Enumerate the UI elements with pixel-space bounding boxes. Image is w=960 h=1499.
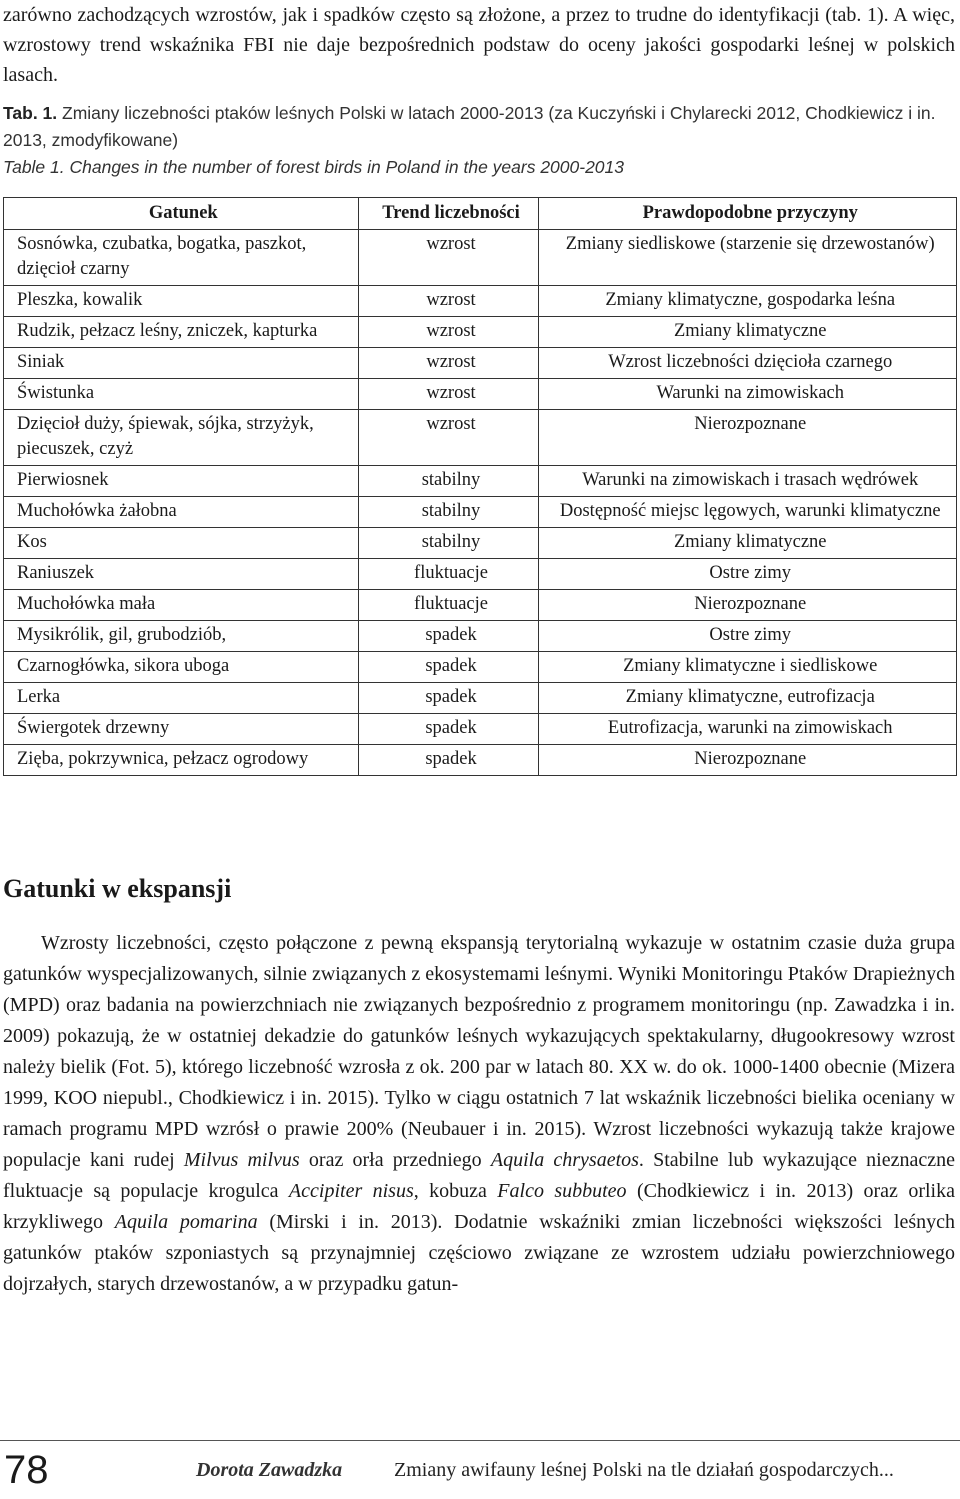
species-cell: Kos [4, 528, 359, 559]
trend-cell: spadek [358, 621, 539, 652]
cause-cell: Nierozpoznane [539, 745, 957, 776]
table-caption-text: Zmiany liczebności ptaków leśnych Polski w latach 2000-2013 (za Kuczyński i Chylarecki 2012, Chodkiewicz i in. 2013, zmodyfikowane) [3, 103, 936, 150]
page-number: 78 [4, 1448, 49, 1492]
table-row [4, 652, 957, 683]
cause-cell: Eutrofizacja, warunki na zimowiskach [539, 714, 957, 745]
table-row [4, 410, 957, 466]
trend-cell: fluktuacje [358, 590, 539, 621]
table-row [4, 714, 957, 745]
cause-cell: Zmiany klimatyczne i siedliskowe [539, 652, 957, 683]
table-row [4, 590, 957, 621]
species-name: Aquila pomarina [114, 1211, 258, 1233]
species-cell: Rudzik, pełzacz leśny, zniczek, kapturka [4, 317, 359, 348]
cause-cell: Zmiany klimatyczne [539, 528, 957, 559]
species-name: Aquila chrysaetos [490, 1149, 639, 1171]
species-cell: Świergotek drzewny [4, 714, 359, 745]
species-name: Accipiter nisus [288, 1180, 414, 1202]
species-name: Milvus milvus [183, 1149, 300, 1171]
cause-cell: Dostępność miejsc lęgowych, warunki klimatyczne [539, 497, 957, 528]
table-caption-label: Tab. 1. [3, 103, 58, 123]
cause-cell: Zmiany klimatyczne, eutrofizacja [539, 683, 957, 714]
table-row [4, 683, 957, 714]
body-paragraph [3, 928, 955, 1300]
trend-cell: wzrost [358, 317, 539, 348]
table-row [4, 466, 957, 497]
species-cell: Mysikrólik, gil, grubodziób, [4, 621, 359, 652]
cause-cell: Zmiany klimatyczne [539, 317, 957, 348]
species-cell: Siniak [4, 348, 359, 379]
table-row [4, 230, 957, 286]
table-caption-english: Table 1. Changes in the number of forest birds in Poland in the years 2000-2013 [3, 157, 625, 177]
table-row [4, 497, 957, 528]
body-text-segment: (Mirski i in. 2013). Dodatnie wskaźniki zmian liczebności większości leśnych gatunków ptaków szponiastych są przynajmniej częściowo związane ze wzrostem udziału powierzchniowego dojrzałych, starych drzewostanów, a w przypadku gatun- [3, 1211, 955, 1295]
trend-cell: spadek [358, 745, 539, 776]
species-cell: Muchołówka mała [4, 590, 359, 621]
footer-author: Dorota Zawadzka [196, 1459, 343, 1481]
cause-cell: Zmiany klimatyczne, gospodarka leśna [539, 286, 957, 317]
trend-cell: stabilny [358, 528, 539, 559]
header-trend: Trend liczebności [358, 198, 539, 230]
bird-trends-table [3, 197, 957, 776]
header-causes: Prawdopodobne przyczyny [539, 198, 957, 230]
body-text-segment: Wzrosty liczebności, często połączone z pewną ekspansją terytorialną wykazuje w ostatnim czasie duża grupa gatunków wyspecjalizowanych, silnie związanych z ekosystemami leśnymi. Wyniki Monitoringu Ptaków Drapieżnych (MPD) oraz badania na powierzchniach nie związanych bezpośrednio z programem monitoringu (np. Zawadzka i in. 2009) pokazują, że w ostatniej dekadzie do gatunków leśnych wykazujących spektakularny, długookresowy wzrost należy bielik (Fot. 5), którego liczebność wzrosła z ok. 200 par w latach 80. XX w. do ok. 1000-1400 obecnie (Mizera 1999, KOO niepubl., Chodkiewicz i in. 2015). Tylko w ciągu ostatnich 7 lat wskaźnik liczebności bielika oceniany w ramach programu MPD wzrósł o prawie 200% (Neubauer i in. 2015). Wzrost liczebności wykazują także krajowe populacje kani rudej [3, 932, 955, 1171]
section-heading: Gatunki w ekspansji [3, 874, 232, 903]
trend-cell: wzrost [358, 230, 539, 286]
table-row [4, 379, 957, 410]
trend-cell: wzrost [358, 410, 539, 466]
body-text-segment: , kobuza [413, 1180, 498, 1202]
species-name: Falco subbuteo [497, 1180, 627, 1202]
trend-cell: fluktuacje [358, 559, 539, 590]
species-cell: Raniuszek [4, 559, 359, 590]
trend-cell: wzrost [358, 348, 539, 379]
footer-title: Zmiany awifauny leśnej Polski na tle działań gospodarczych... [394, 1459, 894, 1481]
table-row [4, 348, 957, 379]
trend-cell: spadek [358, 714, 539, 745]
cause-cell: Nierozpoznane [539, 410, 957, 466]
table-row [4, 286, 957, 317]
trend-cell: wzrost [358, 379, 539, 410]
cause-cell: Wzrost liczebności dzięcioła czarnego [539, 348, 957, 379]
cause-cell: Nierozpoznane [539, 590, 957, 621]
body-text-segment: . Stabilne lub wykazujące nieznaczne fluktuacje są populacje krogulca [3, 1149, 956, 1202]
species-cell: Pierwiosnek [4, 466, 359, 497]
trend-cell: wzrost [358, 286, 539, 317]
species-cell: Czarnogłówka, sikora uboga [4, 652, 359, 683]
body-text-segment: oraz orła przedniego [299, 1149, 491, 1171]
species-cell: Pleszka, kowalik [4, 286, 359, 317]
cause-cell: Zmiany siedliskowe (starzenie się drzewostanów) [539, 230, 957, 286]
table-row [4, 559, 957, 590]
trend-cell: stabilny [358, 466, 539, 497]
intro-paragraph: zarówno zachodzących wzrostów, jak i spadków często są złożone, a przez to trudne do identyfikacji (tab. 1). A więc, wzrostowy trend wskaźnika FBI nie daje bezpośrednich podstaw do oceny jakości gospodarki leśnej w polskich lasach. [3, 4, 955, 86]
table-header-row [4, 198, 957, 230]
trend-cell: spadek [358, 652, 539, 683]
species-cell: Lerka [4, 683, 359, 714]
table-row [4, 621, 957, 652]
header-species: Gatunek [4, 198, 359, 230]
species-cell: Sosnówka, czubatka, bogatka, paszkot, dzięcioł czarny [4, 230, 359, 286]
cause-cell: Ostre zimy [539, 559, 957, 590]
species-cell: Świstunka [4, 379, 359, 410]
trend-cell: spadek [358, 683, 539, 714]
table-row [4, 528, 957, 559]
species-cell: Zięba, pokrzywnica, pełzacz ogrodowy [4, 745, 359, 776]
table-row [4, 317, 957, 348]
table-caption [3, 100, 955, 181]
species-cell: Dzięcioł duży, śpiewak, sójka, strzyżyk, piecuszek, czyż [4, 410, 359, 466]
cause-cell: Warunki na zimowiskach [539, 379, 957, 410]
species-cell: Muchołówka żałobna [4, 497, 359, 528]
footer-rule [0, 1440, 960, 1441]
table-row [4, 745, 957, 776]
cause-cell: Warunki na zimowiskach i trasach wędrówek [539, 466, 957, 497]
body-text-segment: (Chodkiewicz i in. 2013) oraz orlika krzykliwego [3, 1180, 955, 1233]
trend-cell: stabilny [358, 497, 539, 528]
cause-cell: Ostre zimy [539, 621, 957, 652]
